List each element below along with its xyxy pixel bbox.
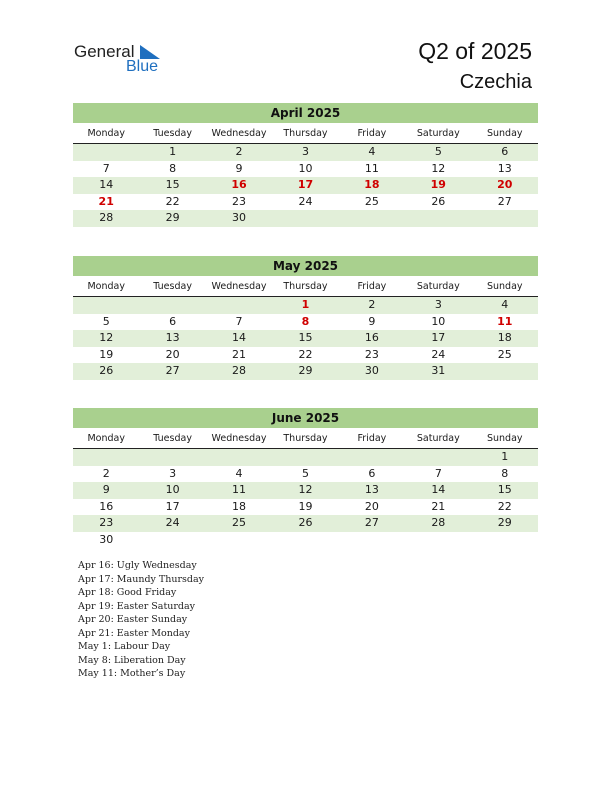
weekday-header-row [73,279,538,297]
day-cell: 25 [497,347,512,361]
day-cell: 31 [431,364,446,378]
day-cell [272,210,338,227]
day-cell: 22 [165,194,180,208]
week-row [73,363,538,380]
day-cell: 18 [497,331,512,345]
day-cell [272,532,338,549]
weekday-header-row [73,126,538,144]
day-cell [206,449,272,466]
day-cell: 11 [497,314,513,328]
day-cell [73,144,139,161]
week-row [73,330,538,347]
day-cell: 6 [368,466,376,480]
week-row [73,177,538,194]
weekday-label: Thursday [283,281,328,292]
holiday-item: Apr 18: Good Friday [78,587,177,598]
weekday-label: Tuesday [153,128,192,139]
holiday-list [78,559,204,681]
week-row [73,210,538,227]
weekday-label: Tuesday [153,433,192,444]
day-cell: 27 [364,516,379,530]
day-cell: 16 [99,499,114,513]
holiday-item: Apr 16: Ugly Wednesday [78,560,197,571]
logo-general-text: General [74,42,135,61]
day-cell: 19 [298,499,313,513]
day-cell [339,210,405,227]
weekday-label: Monday [87,128,125,139]
week-row [73,194,538,211]
day-cell: 24 [165,516,180,530]
weekday-label: Sunday [486,128,523,139]
day-cell: 3 [434,298,442,311]
day-cell: 13 [497,161,512,175]
week-row [73,314,538,331]
day-cell: 24 [431,347,446,361]
day-cell: 5 [102,314,110,328]
week-row [73,499,538,516]
weekday-label: Monday [87,281,125,292]
day-cell: 12 [431,161,446,175]
day-cell [339,449,405,466]
holiday-item: May 8: Liberation Day [78,654,186,666]
weekday-label: Sunday [486,281,523,292]
weekday-label: Wednesday [211,281,267,292]
day-cell: 15 [165,178,180,192]
day-cell: 13 [364,483,379,497]
day-cell: 19 [99,347,114,361]
holiday-item: May 11: Mother’s Day [78,668,186,679]
weekday-label: Wednesday [211,128,267,139]
day-cell [472,363,538,380]
day-cell: 30 [364,364,379,378]
day-cell: 29 [298,364,313,378]
holiday-item: Apr 21: Easter Monday [78,627,190,639]
day-cell: 15 [298,331,313,345]
day-cell: 29 [165,211,180,225]
page-title: Q2 of 2025 [418,38,532,64]
logo-triangle-icon [140,43,162,59]
day-cell: 2 [368,298,376,311]
day-cell: 11 [232,483,247,497]
day-cell: 2 [235,145,243,158]
day-cell: 17 [297,178,314,192]
day-cell: 27 [165,364,180,378]
holiday-item: Apr 17: Maundy Thursday [78,573,205,585]
day-cell: 14 [232,331,247,345]
week-row [73,161,538,178]
day-cell: 3 [169,466,177,480]
weekday-label: Tuesday [153,281,192,292]
day-cell [472,210,538,227]
country-name: Czechia [459,71,532,93]
day-cell: 24 [298,194,313,208]
day-cell: 8 [301,314,310,328]
day-cell: 27 [497,194,512,208]
day-cell: 13 [165,331,180,345]
month-calendar-april [73,103,538,227]
day-cell: 20 [364,499,379,513]
week-row [73,515,538,532]
day-cell [272,449,338,466]
day-cell [139,449,205,466]
week-row [73,466,538,483]
day-cell: 1 [301,298,310,311]
weekday-label: Sunday [486,433,523,444]
day-cell: 6 [169,314,177,328]
day-cell: 9 [102,483,110,497]
day-cell: 18 [364,178,380,192]
day-cell: 21 [431,499,446,513]
day-cell [206,532,272,549]
day-cell: 8 [169,161,177,175]
day-cell [472,532,538,549]
month-title: June 2025 [73,408,538,428]
day-cell: 23 [232,194,247,208]
day-cell: 10 [298,161,313,175]
holiday-item: Apr 19: Easter Saturday [78,600,196,612]
day-cell [139,532,205,549]
holiday-item: May 1: Labour Day [78,641,171,652]
day-cell [206,297,272,314]
day-cell: 23 [99,516,114,530]
month-title: April 2025 [73,103,538,123]
month-title: May 2025 [73,256,538,276]
day-cell: 6 [501,145,509,158]
day-cell: 25 [232,516,247,530]
weekday-label: Saturday [416,281,460,292]
day-cell [339,532,405,549]
day-cell: 5 [301,466,309,480]
day-cell: 16 [364,331,379,345]
day-cell: 4 [501,298,509,311]
day-cell: 20 [165,347,180,361]
day-cell: 28 [232,364,247,378]
week-row [73,482,538,499]
day-cell [73,297,139,314]
day-cell: 25 [364,194,379,208]
day-cell: 10 [431,314,446,328]
week-row [73,347,538,364]
day-cell: 11 [364,161,379,175]
weekday-label: Thursday [283,128,328,139]
month-calendar-may [73,256,538,380]
day-cell: 14 [431,483,446,497]
day-cell: 17 [165,499,180,513]
day-cell: 26 [298,516,313,530]
weekday-label: Monday [87,433,125,444]
day-cell: 4 [235,466,243,480]
day-cell: 1 [501,450,509,463]
day-cell: 7 [102,161,110,175]
weekday-label: Thursday [283,433,328,444]
weekday-label: Friday [357,128,387,139]
week-row [73,449,538,466]
logo-blue-text: Blue [126,58,159,75]
day-cell: 12 [298,483,313,497]
day-cell: 12 [99,331,114,345]
day-cell: 22 [497,499,512,513]
day-cell [405,532,471,549]
day-cell: 2 [102,466,110,480]
month-calendar-june [73,408,538,549]
day-cell: 19 [430,178,446,192]
day-cell: 28 [99,211,114,225]
weekday-label: Wednesday [211,433,267,444]
day-cell: 22 [298,347,313,361]
day-cell [405,210,471,227]
week-row [73,532,538,549]
day-cell: 29 [497,516,512,530]
weekday-label: Friday [357,281,387,292]
logo [74,40,174,80]
day-cell: 30 [99,532,114,546]
week-row [73,144,538,161]
day-cell: 15 [497,483,512,497]
day-cell [139,297,205,314]
week-row [73,297,538,314]
day-cell: 7 [235,314,243,328]
day-cell: 14 [99,178,114,192]
weekday-header-row [73,431,538,449]
day-cell: 3 [301,145,309,158]
day-cell: 8 [501,466,509,480]
day-cell: 23 [364,347,379,361]
day-cell [73,449,139,466]
day-cell: 21 [232,347,247,361]
day-cell: 16 [231,178,247,192]
weekday-label: Saturday [416,128,460,139]
day-cell: 7 [434,466,442,480]
day-cell: 9 [368,314,376,328]
day-cell: 5 [434,145,442,158]
day-cell: 10 [165,483,180,497]
day-cell: 21 [98,194,114,208]
day-cell: 28 [431,516,446,530]
day-cell: 18 [232,499,247,513]
day-cell [405,449,471,466]
day-cell: 26 [431,194,446,208]
day-cell: 20 [497,178,513,192]
day-cell: 4 [368,145,376,158]
holiday-item: Apr 20: Easter Sunday [78,614,188,625]
weekday-label: Saturday [416,433,460,444]
day-cell: 26 [99,364,114,378]
weekday-label: Friday [357,433,387,444]
day-cell: 9 [235,161,243,175]
day-cell: 1 [169,145,177,158]
day-cell: 17 [431,331,446,345]
day-cell: 30 [232,211,247,225]
